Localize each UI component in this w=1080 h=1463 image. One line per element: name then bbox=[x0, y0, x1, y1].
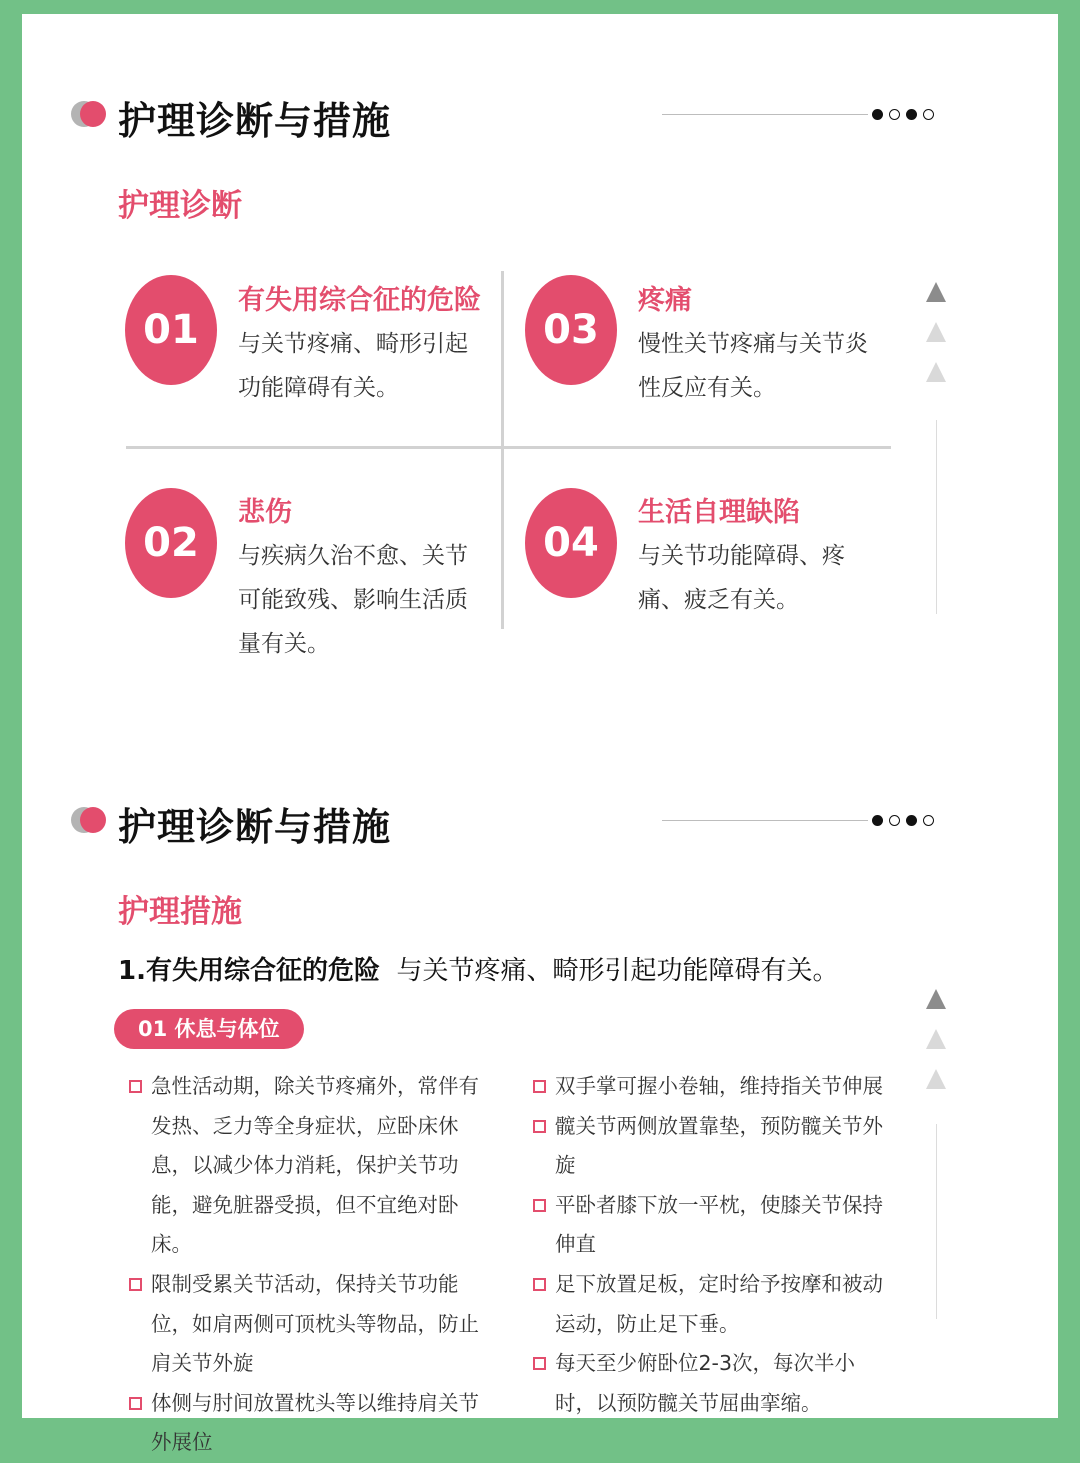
number-badge: 02 bbox=[125, 488, 217, 598]
header-rule bbox=[662, 114, 868, 115]
triangle-up-icon bbox=[926, 322, 946, 342]
number-badge: 04 bbox=[525, 488, 617, 598]
diagnosis-desc: 慢性关节疼痛与关节炎性反应有关。 bbox=[638, 331, 868, 401]
checkbox-square-icon bbox=[533, 1278, 546, 1291]
side-rule bbox=[936, 1124, 937, 1319]
measure-heading-rest: 与关节疼痛、畸形引起功能障碍有关。 bbox=[396, 956, 839, 986]
pagination-dots-icon bbox=[872, 815, 934, 826]
section-title: 护理诊断与措施 bbox=[118, 99, 392, 143]
section-bullet-icon bbox=[80, 807, 106, 833]
checkbox-square-icon bbox=[129, 1080, 142, 1093]
category-pill: 01 休息与体位 bbox=[114, 1009, 304, 1049]
checkbox-square-icon bbox=[533, 1120, 546, 1133]
number-badge: 03 bbox=[525, 275, 617, 385]
diagnosis-title: 悲伤 bbox=[238, 497, 292, 528]
checkbox-square-icon bbox=[533, 1357, 546, 1370]
subsection-title: 护理诊断 bbox=[118, 188, 242, 224]
diagnosis-title: 有失用综合征的危险 bbox=[238, 285, 481, 316]
measure-heading-bold: 1.有失用综合征的危险 bbox=[118, 956, 380, 986]
triangle-up-icon bbox=[926, 362, 946, 382]
page-card bbox=[22, 14, 1058, 1455]
list-item: 双手掌可握小卷轴，维持指关节伸展 bbox=[533, 1067, 891, 1107]
diagnosis-desc: 与关节功能障碍、疼痛、疲乏有关。 bbox=[638, 543, 845, 613]
checkbox-square-icon bbox=[129, 1397, 142, 1410]
list-item: 体侧与肘间放置枕头等以维持肩关节外展位 bbox=[129, 1384, 491, 1463]
triangle-up-icon bbox=[926, 1069, 946, 1089]
grid-divider-horizontal bbox=[126, 446, 891, 449]
triangle-up-icon bbox=[926, 282, 946, 302]
diagnosis-desc: 与关节疼痛、畸形引起功能障碍有关。 bbox=[238, 331, 468, 401]
triangle-up-icon bbox=[926, 989, 946, 1009]
subsection-title: 护理措施 bbox=[118, 894, 242, 930]
measure-heading bbox=[118, 950, 839, 987]
diagnosis-title: 生活自理缺陷 bbox=[638, 497, 800, 528]
triangle-up-icon bbox=[926, 1029, 946, 1049]
checkbox-square-icon bbox=[129, 1278, 142, 1291]
header-rule bbox=[662, 820, 868, 821]
diagnosis-desc: 与疾病久治不愈、关节可能致残、影响生活质量有关。 bbox=[238, 543, 468, 657]
number-badge: 01 bbox=[125, 275, 217, 385]
grid-divider-vertical bbox=[501, 271, 504, 629]
checkbox-square-icon bbox=[533, 1199, 546, 1212]
list-item: 限制受累关节活动，保持关节功能位，如肩两侧可顶枕头等物品，防止肩关节外旋 bbox=[129, 1265, 491, 1384]
side-rule bbox=[936, 420, 937, 614]
list-item: 急性活动期，除关节疼痛外，常伴有发热、乏力等全身症状，应卧床休息，以减少体力消耗，保护关节功能，避免脏器受损，但不宜绝对卧床。 bbox=[129, 1067, 491, 1265]
list-item: 髋关节两侧放置靠垫，预防髋关节外旋 bbox=[533, 1107, 891, 1186]
right-bullet-list bbox=[533, 1067, 891, 1423]
checkbox-square-icon bbox=[533, 1080, 546, 1093]
list-item: 足下放置足板，定时给予按摩和被动运动，防止足下垂。 bbox=[533, 1265, 891, 1344]
left-bullet-list bbox=[129, 1067, 491, 1463]
list-item: 每天至少俯卧位2-3次，每次半小时，以预防髋关节屈曲挛缩。 bbox=[533, 1344, 891, 1423]
diagnosis-title: 疼痛 bbox=[638, 285, 692, 316]
pagination-dots-icon bbox=[872, 109, 934, 120]
section-title: 护理诊断与措施 bbox=[118, 805, 392, 849]
list-item: 平卧者膝下放一平枕，使膝关节保持伸直 bbox=[533, 1186, 891, 1265]
section-bullet-icon bbox=[80, 101, 106, 127]
